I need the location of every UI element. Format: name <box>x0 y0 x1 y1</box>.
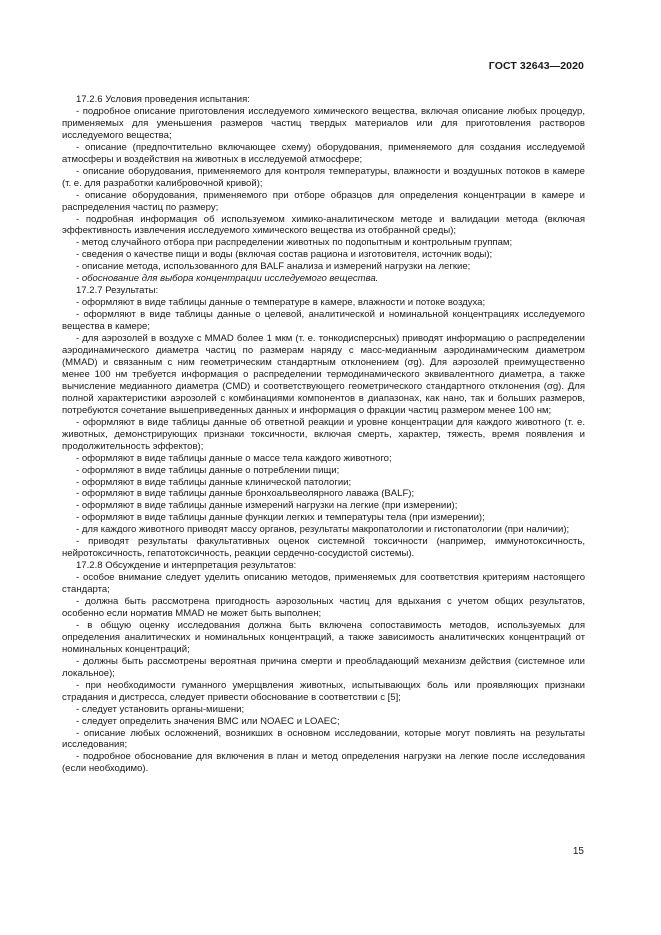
paragraph: - особое внимание следует уделить описанию методов, применяемых для соответствия критериям настоящего стандарта; <box>62 572 585 596</box>
paragraph: - описание любых осложнений, возникших в основном исследовании, которые могут повлиять на результаты исследования; <box>62 727 585 751</box>
paragraph: - описание оборудования, применяемого при отборе образцов для определения концентрации в камере и распределения частиц по размеру; <box>62 189 585 213</box>
paragraph: - оформляют в виде таблицы данные о целевой, аналитической и номинальной концентрациях исследуемого вещества в камере; <box>62 309 585 333</box>
paragraph: - сведения о качестве пищи и воды (включая состав рациона и изготовителя, источник воды); <box>76 249 493 261</box>
paragraph: - приводят результаты факультативных оценок системной токсичности (например, иммунотоксичность, нейротоксичность, гепатотоксичность, реакции сердечно-сосудистой системы). <box>62 536 585 560</box>
paragraph: - должны быть рассмотрены вероятная причина смерти и преобладающий механизм действия (системное или локальное); <box>62 655 585 679</box>
paragraph: - оформляют в виде таблицы данные измерений нагрузки на легкие (при измерении); <box>76 500 458 512</box>
paragraph: - оформляют в виде таблицы данные о температуре в камере, влажности и потоке воздуха; <box>76 297 486 309</box>
paragraph: - оформляют в виде таблицы данные о массе тела каждого животного; <box>76 452 392 464</box>
paragraph: - оформляют в виде таблицы данные о потреблении пищи; <box>76 464 340 476</box>
paragraph: - оформляют в виде таблицы данные функции легких и температуры тела (при измерении); <box>76 512 485 524</box>
paragraph: - описание оборудования, применяемого для контроля температуры, влажности и воздушных потоков в камере (т. е. для разработки калибровочной кривой); <box>62 165 585 189</box>
paragraph: - при необходимости гуманного умерщвления животных, испытывающих боль или проявляющих признаки страдания и дистресса, следует привести обоснование в соответствии с [5]; <box>62 679 585 703</box>
paragraph: 17.2.6 Условия проведения испытания: <box>76 94 250 105</box>
paragraph: - должна быть рассмотрена пригодность аэрозольных частиц для вдыхания с учетом общих результатов, особенно если норматив MMAD не может быть выполнен; <box>62 596 585 619</box>
paragraph: - подробное обоснование для включения в план и метод определения нагрузки на легкие после исследования (если необходимо). <box>62 751 585 775</box>
page-number: 15 <box>572 846 584 857</box>
standard-code-header: ГОСТ 32643—2020 <box>488 60 584 72</box>
document-body <box>62 94 585 775</box>
paragraph: - обоснование для выбора концентрации исследуемого вещества. <box>76 273 379 285</box>
paragraph: - подробное описание приготовления исследуемого химического вещества, включая описание любых процедур, применяемых для уменьшения размеров частиц твердых материалов или для приготовления растворов исследуемого вещества; <box>62 105 585 141</box>
paragraph: - в общую оценку исследования должна быть включена сопоставимость методов, используемых для определения аналитических и номинальных концентраций, а также зависимость аналитических концентраций от номинальных концентраций; <box>62 619 585 655</box>
paragraph: - подробная информация об используемом химико-аналитическом методе и валидации метода (включая эффективность извлечения исследуемого химического вещества из отобранной среды); <box>62 213 585 237</box>
paragraph: - описание метода, использованного для BALF анализа и измерений нагрузки на легкие; <box>76 261 471 273</box>
paragraph: 17.2.7 Результаты: <box>76 285 159 297</box>
paragraph: - следует определить значения BMC или NOAEC и LOAEC; <box>76 715 340 727</box>
paragraph: - для каждого животного приводят массу органов, результаты макропатологии и гистопатологии (при наличии); <box>76 524 570 536</box>
paragraph: - оформляют в виде таблицы данные клинической патологии; <box>76 476 352 488</box>
paragraph: - метод случайного отбора при распределении животных по подопытным и контрольным группам; <box>76 237 513 249</box>
paragraph: - описание (предпочтительно включающее схему) оборудования, применяемого для создания исследуемой атмосферы и воздействия на животных в исследуемой атмосфере; <box>62 141 585 165</box>
paragraph: 17.2.8 Обсуждение и интерпретация результатов: <box>76 560 297 572</box>
paragraph: - оформляют в виде таблицы данные об ответной реакции и уровне концентрации для каждого животного (т. е. животных, демонстрирующих признаки токсичности, включая смерть, характер, тяжесть, время появления и продолжительность эффектов); <box>62 416 585 452</box>
paragraph: - для аэрозолей в воздухе с MMAD более 1 мкм (т. е. тонкодисперсных) приводят информацию о распределении аэродинамического диаметра частиц по размерам наряду с масс-медианным аэродинамическим диаметром (MMAD) и связанным с ним геометрическим стандартным отклонением (σg). Для аэрозолей преимущественно менее 100 нм требуется информация о распределении термодинамического эквивалентного диаметра, а также вычисление медианного диаметра (CMD) и соответствующего геометрического стандартного отклонения (σg). Для полной характеристики аэрозолей с комбинациями компонентов в диапазонах, как нано, так и больших размеров, потребуются сочетание вышеприведенных данных и информация о фракции частиц размером менее 100 нм; <box>62 333 585 416</box>
paragraph: - оформляют в виде таблицы данные бронхоальвеолярного лаважа (BALF); <box>76 488 415 500</box>
paragraph: - следует установить органы-мишени; <box>76 703 245 715</box>
